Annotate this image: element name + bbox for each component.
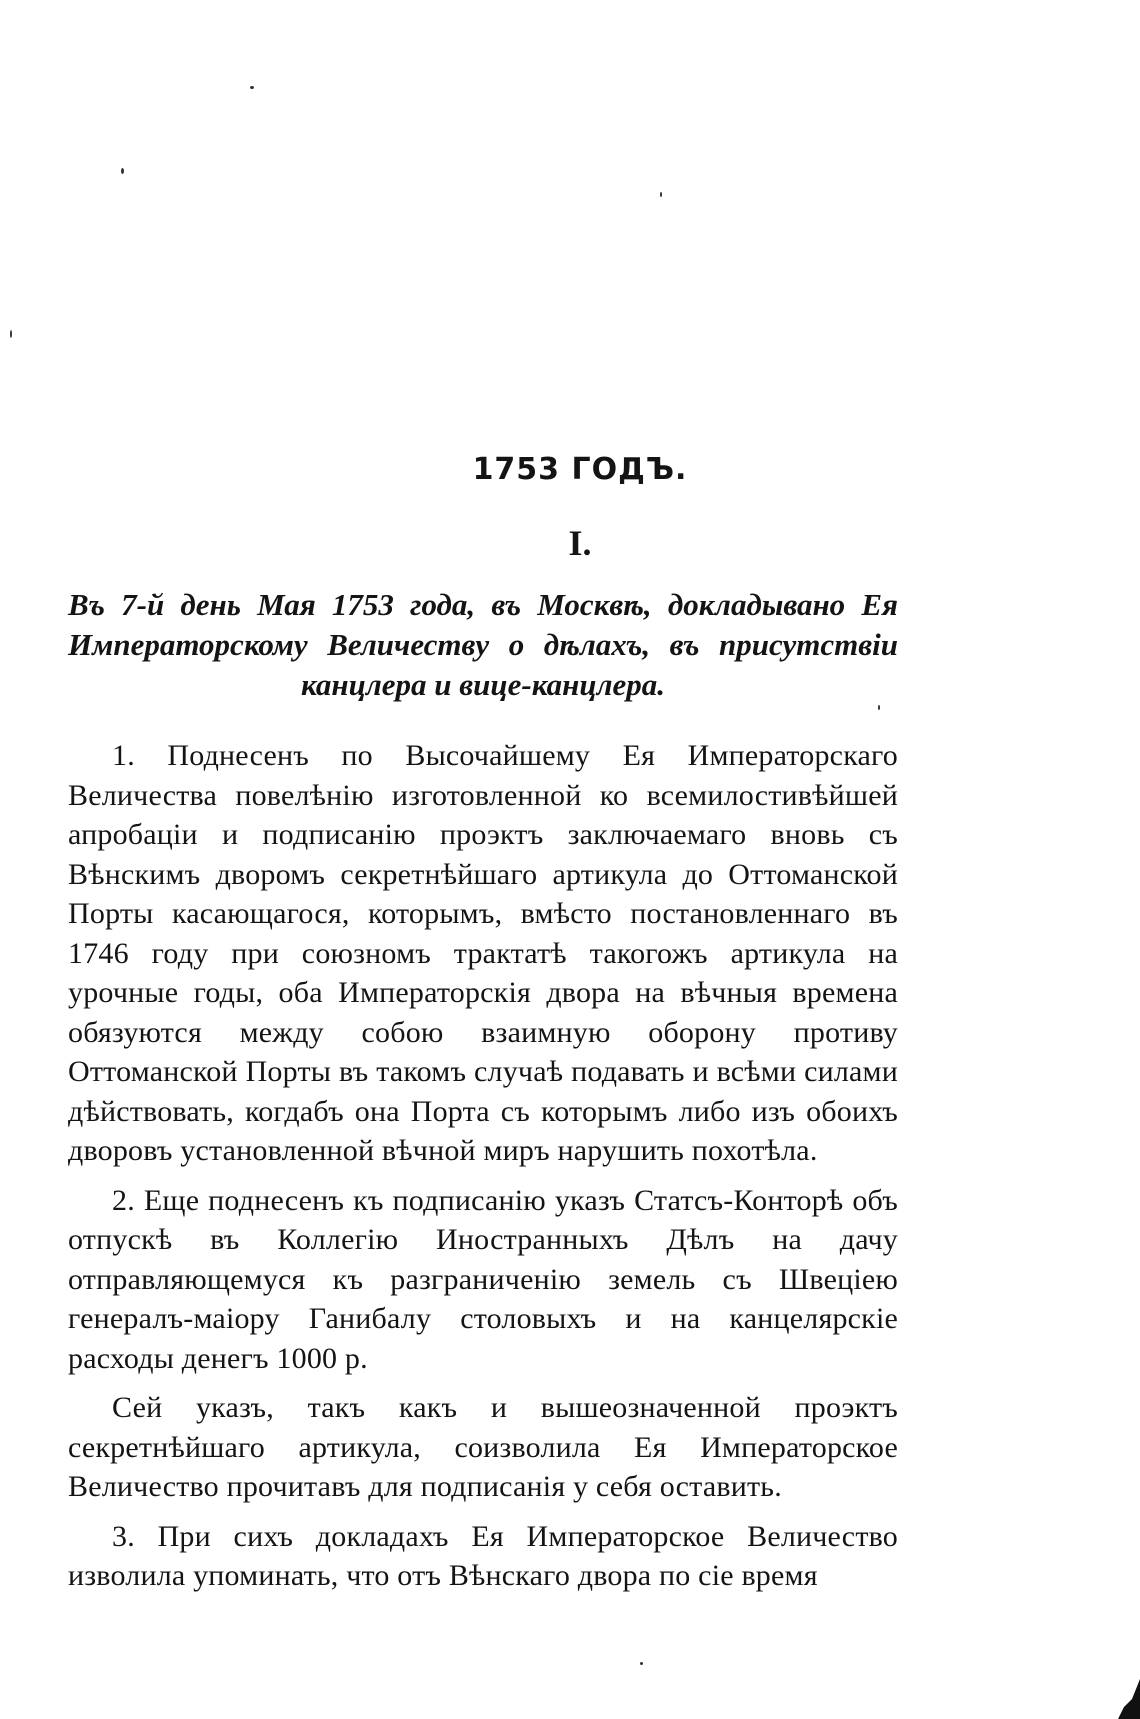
scan-speck (878, 705, 880, 710)
year-heading: 1753 ГОДЪ. (472, 452, 688, 487)
paragraph-2: 2. Еще поднесенъ къ подписанію указъ Статсъ-Конторѣ объ отпускѣ въ Коллегію Иностранныхъ Дѣлъ на дачу отправляющемуся къ разграниченію земель съ Швеціею генералъ-маіору Ганибалу столовыхъ и на канцелярскіе расходы денегъ 1000 р. (68, 1183, 898, 1375)
scan-speck (10, 330, 12, 338)
scan-speck (250, 86, 254, 89)
scan-speck (640, 1662, 643, 1665)
document-body (68, 736, 898, 1606)
paragraph-4: 3. При сихъ докладахъ Ея Императорское Величество изволила упоминать, что отъ Вѣнскаго двора по сіе время (68, 1519, 898, 1592)
paragraph-3: Сей указъ, такъ какъ и вышеозначенной проэктъ секретнѣйшаго артикула, соизволила Ея Императорское Величество прочитавъ для подписанія у себя оставить. (68, 1391, 898, 1503)
paragraph-1: 1. Поднесенъ по Высочайшему Ея Императорскаго Величества повелѣнію изготовленной ко всемилостивѣйшей апробаціи и подписанію проэктъ заключаемаго вновь съ Вѣнскимъ дворомъ секретнѣйшаго артикула до Оттоманской Порты касающагося, которымъ, вмѣсто постановленнаго въ 1746 году при союзномъ трактатѣ такогожъ артикула на урочные годы, оба Императорскія двора на вѣчныя времена обязуются между собою взаимную оборону противу Оттоманской Порты въ такомъ случаѣ подавать и всѣми силами дѣйствовать, когдабъ она Порта съ которымъ либо изъ обоихъ дворовъ установленной вѣчной миръ нарушить похотѣла. (68, 739, 898, 1167)
section-number: I. (568, 523, 592, 563)
scan-speck (660, 192, 662, 197)
scan-speck (121, 168, 124, 174)
entry-summary: Въ 7-й день Мая 1753 года, въ Москвѣ, докладывано Ея Императорскому Величеству о дѣлахъ, въ присутствіи канцлера и вице-канцлера. (68, 587, 898, 702)
scan-corner-artifact (1110, 1679, 1140, 1719)
